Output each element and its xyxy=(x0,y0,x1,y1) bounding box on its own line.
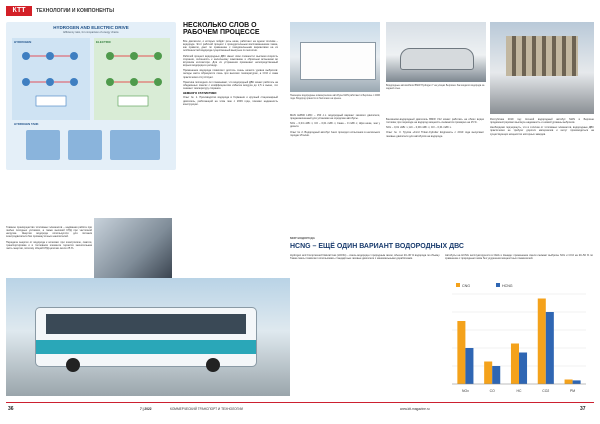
chart-bar xyxy=(546,312,554,384)
bus-roof-photo xyxy=(290,22,380,92)
article-paragraph: Рабочий процесс водородных ДВС имеет свои сложности: высокая скорость сгорания, склонность к калильному зажиганию и обратным вспышкам во впускном коллекторе. Для их устранения применяют непосредственный впрыск водорода в цилиндр. xyxy=(183,54,278,68)
car-body xyxy=(400,48,474,70)
bus-windows xyxy=(46,314,246,334)
legend-label: CNG xyxy=(462,283,470,288)
right-paragraph: Республика 2019 год: Ночной водородный автобус MAN в Берлине продемонстрировал высокую надежность и низкий уровень выбросов. xyxy=(490,118,594,125)
hcng-col-2 xyxy=(445,254,593,262)
chart-bar xyxy=(573,380,581,384)
electric-label: ELECTRIC xyxy=(96,40,111,44)
chart-bar xyxy=(492,366,500,384)
page-number-right: 37 xyxy=(580,406,586,412)
chain-node-icon xyxy=(46,52,54,60)
header-logo: КТТ xyxy=(6,6,32,16)
chain-node-icon xyxy=(106,52,114,60)
chain-node-icon xyxy=(22,78,30,86)
middle-paragraph: NOx – 0,04 г/кВт·ч; СО – 0,01 г/кВт·ч; Сажа – 0 г/кВт·ч; Шум ниже, чем у дизеля. xyxy=(290,122,380,129)
page-number-left: 36 xyxy=(8,406,14,412)
right-paragraph: Необходимо подчеркнуть, что в отличие от топливных элементов, водородные ДВС практически не требуют дорогих материалов и могут производиться на существующих мощностях моторных заводов. xyxy=(490,126,594,136)
hydrogen-nozzle-photo xyxy=(94,218,172,278)
bmw-car-photo xyxy=(386,22,486,82)
chain-node-icon xyxy=(70,78,78,86)
stats-heading: НЕМНОГО СТАТИСТИКИ xyxy=(183,91,217,96)
right-paragraph: NOx – 0,01 г/кВт·ч; НС – 0,00 г/кВт·ч; СО – 0,01 г/кВт·ч. xyxy=(386,126,452,130)
x-tick-label: CO xyxy=(489,389,495,393)
chart-bar xyxy=(519,353,527,385)
chart-bar xyxy=(565,380,573,385)
infographic xyxy=(6,22,176,170)
magazine-name: КОММЕРЧЕСКИЙ ТРАНСПОРТ И ТЕХНОЛОГИИ xyxy=(170,407,243,411)
right-paragraph: Опыт № 3. Группа «Ford Tinker-Cylinder Engineers» с 2010 года выпускает газовые двигатели для автобусов на водороде. xyxy=(386,131,484,138)
middle-caption: Немецкие водородные коммерческие автобусы MAN работают в Берлине с 2006 года. Водород хранится в баллонах на крыше. xyxy=(290,94,380,100)
legend-swatch xyxy=(456,283,460,287)
chart-bar xyxy=(511,344,519,385)
right-column-1 xyxy=(386,118,484,140)
chart-bar xyxy=(465,348,473,384)
article-paragraph: Практика последних лет показывает, что водородный ДВС может работать на обеднённых смесях с коэффициентом избытка воздуха до 2,5 и выше, что снижает температуру сгорания. xyxy=(183,80,278,91)
middle-paragraph: Опыт № 2. Водородный автобус Iveco проходил испытания в нескольких городах Италии. xyxy=(290,130,380,137)
chain-node-icon xyxy=(154,52,162,60)
bmw-caption: Водородные автомобили BMW Hydrogen 7 на улицах Берлина: бак жидкого водорода за задней осью. xyxy=(386,84,485,90)
issue-number: 7 | 2022 xyxy=(140,407,152,411)
section-title: ТЕХНОЛОГИИ И КОМПОНЕНТЫ xyxy=(36,8,114,14)
article-paragraph: Все двигатели, о которых пойдёт речь ниже, работают на одном топливе – водороде. Этот рабочий процесс с принудительным воспламенением также, как правило, дает по сравнению с газодизельными вариантами на их особенностей водорода существенный выигрыш по экологии. xyxy=(183,40,278,53)
chart-bar xyxy=(457,321,465,384)
energy-chain-diagram xyxy=(6,22,176,170)
left-paragraph: Главное преимущество топливных элементов – надёжная работа при любых погодных условиях, а также высокий КПД при частичной нагрузке. Энергия водорода используется для питания электродвигателя без промежуточных накопителей. xyxy=(6,226,92,239)
left-paragraph: Передача энергии от водорода к колесам: при электролизе, сжатии, транспортировке и в топливном элементе теряется значительная часть энергии, поэтому общий КПД цепочки около 25 %. xyxy=(6,240,92,250)
bus-icon xyxy=(36,96,66,106)
gate-columns xyxy=(506,36,578,76)
chain-node-icon xyxy=(130,52,138,60)
chain-node-icon xyxy=(154,78,162,86)
chain-node-icon xyxy=(70,52,78,60)
bus-wheel xyxy=(206,358,220,372)
hcng-paragraph: Автобусы на HCNG эксплуатируются в США и Канаде: применение смеси снижает выбросы NOx и CO2 на 20–50 % по сравнению с природным газом без ухудшения мощностных показателей. xyxy=(445,254,593,261)
hcng-col-1 xyxy=(290,254,440,262)
x-tick-label: HC xyxy=(516,389,522,393)
x-tick-label: CO2 xyxy=(542,389,550,393)
x-tick-label: NOx xyxy=(462,389,469,393)
middle-paragraph: MAN H2846 LMIC – 150 л.с. водородный вариант газового двигателя, предназначенный для установки на городские автобусы. xyxy=(290,114,380,121)
chain-node-icon xyxy=(22,52,30,60)
article-paragraph: Применение водорода позволяет достичь очень низкого уровня выбросов: оксиды азота образуются лишь при высоких температурах, а CO2 и сажа практически отсутствуют. xyxy=(183,69,278,79)
hcng-title: HCNG – ЕЩЁ ОДИН ВАРИАНТ ВОДОРОДНЫХ ДВС xyxy=(290,243,464,250)
chart-bar xyxy=(538,299,546,385)
x-tick-label: PM xyxy=(570,389,576,393)
hydrogen-tank-label: HYDROGEN TANK xyxy=(14,122,39,126)
infographic-title: HYDROGEN AND ELECTRIC DRIVE xyxy=(53,25,129,30)
chain-node-icon xyxy=(46,78,54,86)
chart-bar xyxy=(484,362,492,385)
website: www.ktt-magazine.ru xyxy=(400,407,430,411)
bus-stripe xyxy=(36,340,256,354)
infographic-subtitle: Efficiency ratio, for comparison of energy chains xyxy=(63,31,119,34)
legend-label: HCNG xyxy=(502,283,513,288)
hcng-paragraph: Hydrogen and Compressed Natural Gas (HCNG) – смесь водорода с природным газом, обычно 20–30 % водорода по объему. Такая смесь позволяет использовать стандартные газовые двигатели с минимальными доработками. xyxy=(290,254,440,261)
photo-section-label: МИР ВОДОРОДА xyxy=(290,236,315,240)
chain-node-icon xyxy=(106,78,114,86)
article-title: НЕСКОЛЬКО СЛОВ О РАБОЧЕМ ПРОЦЕССЕ xyxy=(183,22,260,37)
legend-swatch xyxy=(496,283,500,287)
chain-node-icon xyxy=(130,78,138,86)
bus-photo-body xyxy=(300,42,376,80)
article-column xyxy=(183,40,278,108)
right-paragraph: Бензиново-водородный двигатель BMW V12 может работать на обоих видах топлива; при переходе на водород мощность снижается примерно на 15 %. xyxy=(386,118,484,125)
bus-photo xyxy=(6,278,290,396)
emissions-chart xyxy=(440,280,590,396)
left-column xyxy=(6,226,92,252)
footer-rule xyxy=(6,402,594,403)
middle-column xyxy=(290,114,380,139)
hydrogen-label: HYDROGEN xyxy=(14,40,32,44)
right-column-2 xyxy=(490,118,594,138)
brandenburg-gate-photo xyxy=(490,22,594,114)
bus-wheel xyxy=(66,358,80,372)
article-paragraph: Опыт № 1. Производство водорода в Германии и крупный стационарный двигатель, работающий на этом газе с 2009 года, показал надежность конструкции. xyxy=(183,96,278,106)
bus-icon xyxy=(118,96,148,106)
